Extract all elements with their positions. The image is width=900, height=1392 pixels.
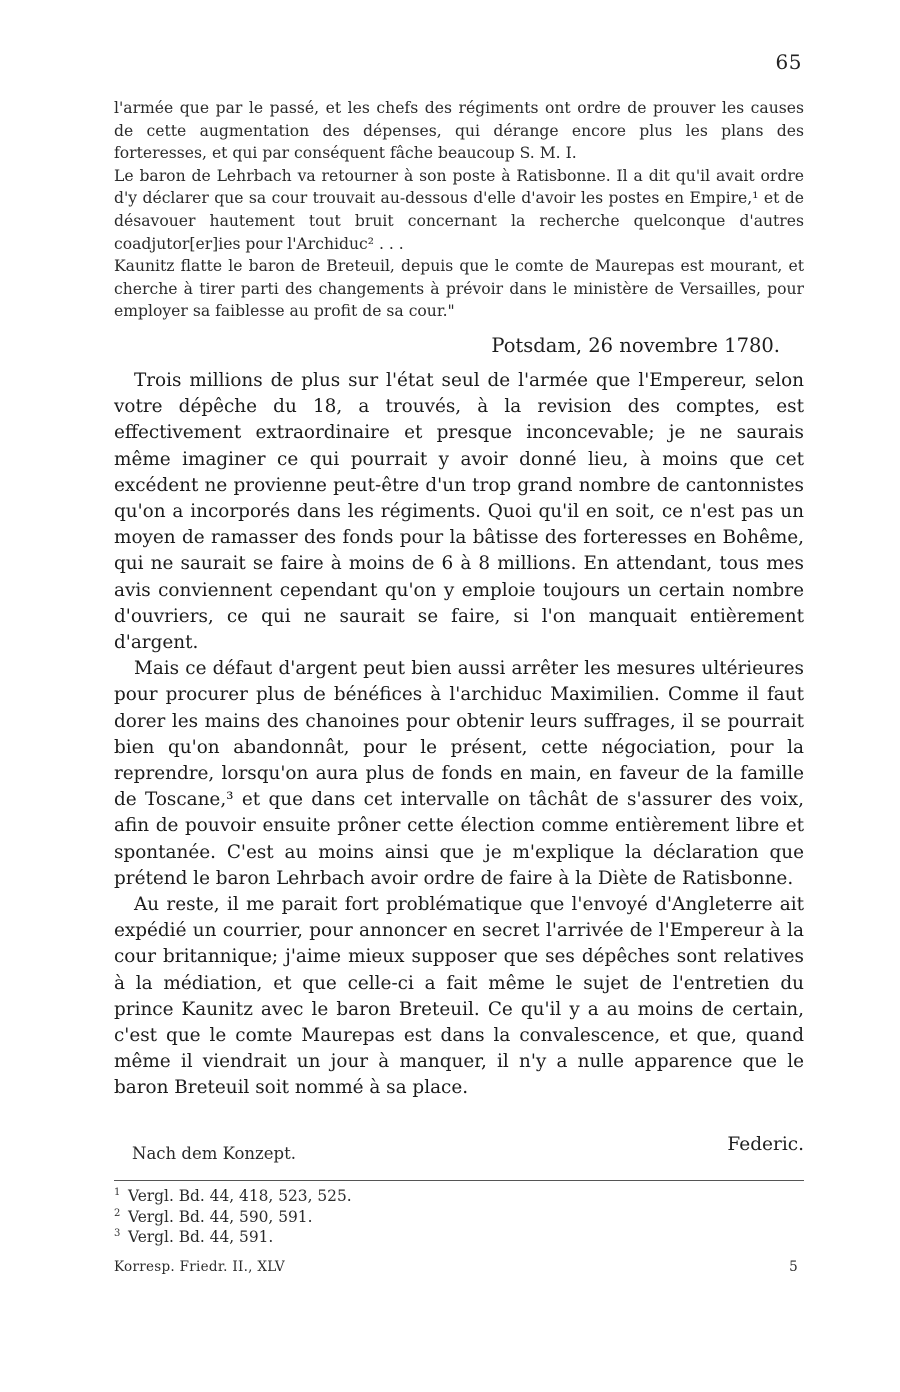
footnote [114,1207,804,1228]
letter-paragraph: Trois millions de plus sur l'état seul de l'armée que l'Empereur, selon votre dépêche du 18, a trouvés, à la revision des comptes, est effectivement extraordinaire et presque inconcevable; je ne saurais même imaginer ce qui pourrait y avoir donné lieu, à moins que cet excédent ne provienne peut-être d'un trop grand nombre de cantonnistes qu'on a incorporés dans les régiments. Quoi qu'il en soit, ce n'est pas un moyen de ramasser des fonds pour la bâtisse des forteresses en Bohême, qui ne saurait se faire à moins de 6 à 8 millions. En attendant, tous mes avis conviennent cependant qu'on y emploie toujours un certain nombre d'ouvriers, ce qui ne saurait se faire, si l'on manquait entièrement d'argent. [114,370,804,654]
quote-paragraph: l'armée que par le passé, et les chefs des régiments ont ordre de prouver les causes de cette augmentation des dépenses, qui dérange encore plus les plans des forteresses, et qui par conséquent fâche beaucoup S. M. I. [114,99,804,163]
footnote-text: Vergl. Bd. 44, 418, 523, 525. [128,1187,352,1205]
letter-paragraph: Mais ce défaut d'argent peut bien aussi arrêter les mesures ultérieures pour procurer plus de bénéfices à l'archiduc Maximilien. Comme il faut dorer les mains des chanoines pour obtenir leurs suffrages, il se pourrait bien qu'on abandonnât, pour le présent, cette négociation, pour la reprendre, lorsqu'on aura plus de fonds en main, en faveur de la famille de Toscane,³ et que dans cet intervalle on tâchât de s'assurer des voix, afin de pouvoir ensuite prôner cette élection comme entièrement libre et spontanée. C'est au moins ainsi que je m'explique la déclaration que prétend le baron Lehrbach avoir ordre de faire à la Diète de Ratisbonne. [114,658,804,889]
footnote [114,1227,804,1248]
signature: Federic. [727,1134,804,1155]
footnote [114,1186,804,1207]
footnote-divider [114,1180,804,1181]
letter-paragraph: Au reste, il me parait fort problématique que l'envoyé d'Angleterre ait expédié un courrier, pour annoncer en secret l'arrivée de l'Empereur à la cour britannique; j'aime mieux supposer que ses dépêches sont relatives à la médiation, et que celle-ci a fait même le sujet de l'entretien du prince Kaunitz avec le baron Breteuil. Ce qu'il y a au moins de certain, c'est que le comte Maurepas est dans la convalescence, et que, quand même il viendrait un jour à manquer, il n'y a nulle apparence que le baron Breteuil soit nommé à sa place. [114,894,804,1099]
footnote-marker: 1 [114,1187,121,1198]
quoted-report [114,97,804,323]
page-footer [114,1259,804,1275]
letter-body [114,368,804,1102]
closing-row [132,1132,804,1172]
signature-mark: 5 [789,1259,798,1275]
footnotes [114,1186,804,1248]
page-number: 65 [775,50,802,74]
footnote-text: Vergl. Bd. 44, 591. [128,1228,274,1246]
source-note: Nach dem Konzept. [132,1144,296,1163]
series-title: Korresp. Friedr. II., XLV [114,1259,285,1275]
quote-paragraph: Le baron de Lehrbach va retourner à son poste à Ratisbonne. Il a dit qu'il avait ordre d'y déclarer que sa cour trouvait au-dessous d'elle d'avoir les postes en Empire,¹ et de désavouer hautement tout bruit concernant la recherche quelconque d'autres coadjutor[er]ies pour l'Archiduc² . . . [114,166,804,253]
letter-dateline: Potsdam, 26 novembre 1780. [491,334,780,357]
quote-paragraph: Kaunitz flatte le baron de Breteuil, depuis que le comte de Maurepas est mourant, et cherche à tirer parti des changements à prévoir dans le ministère de Versailles, pour employer sa faiblesse au profit de sa cour." [114,257,804,321]
footnote-text: Vergl. Bd. 44, 590, 591. [128,1207,313,1226]
footnote-marker: 3 [114,1228,121,1239]
footnote-marker: 2 [114,1207,121,1219]
